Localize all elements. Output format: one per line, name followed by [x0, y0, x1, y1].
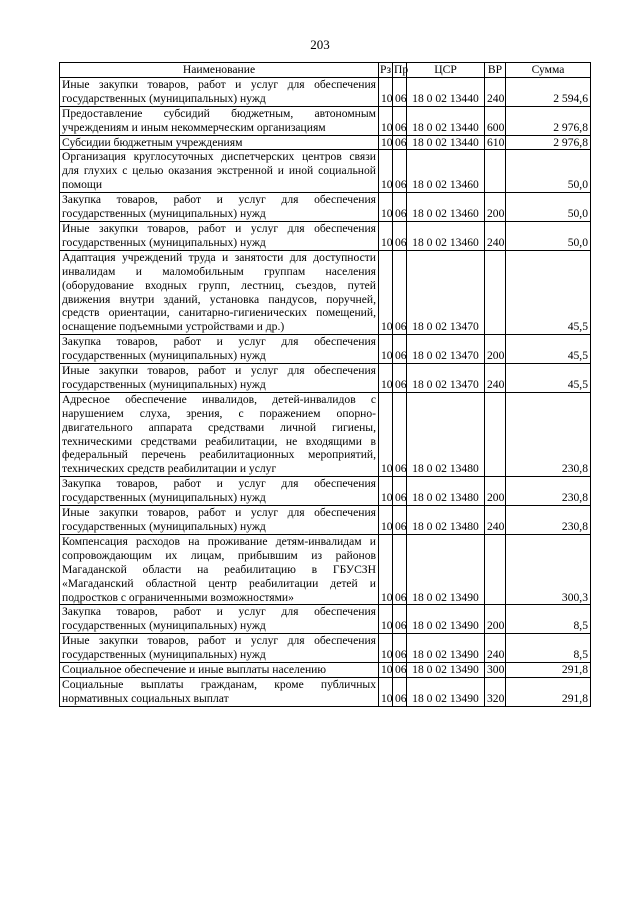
- row-pr: 06: [393, 534, 407, 605]
- row-sum: 230,8: [506, 506, 591, 535]
- budget-table: [59, 62, 591, 707]
- header-sum: Сумма: [506, 63, 591, 78]
- row-pr: 06: [393, 605, 407, 634]
- table-row: [60, 250, 591, 334]
- row-csr: 18 0 02 13490: [407, 677, 485, 706]
- row-csr: 18 0 02 13480: [407, 392, 485, 476]
- row-pr: 06: [393, 634, 407, 663]
- row-vr: [485, 534, 506, 605]
- row-csr: 18 0 02 13470: [407, 250, 485, 334]
- row-name: Иные закупки товаров, работ и услуг для обеспечения государственных (муниципальных) нужд: [60, 364, 379, 393]
- header-vr: ВР: [485, 63, 506, 78]
- row-name: Закупка товаров, работ и услуг для обеспечения государственных (муниципальных) нужд: [60, 335, 379, 364]
- row-sum: 50,0: [506, 221, 591, 250]
- row-rz: 10: [379, 106, 393, 135]
- row-rz: 10: [379, 221, 393, 250]
- table-row: [60, 364, 591, 393]
- row-name: Закупка товаров, работ и услуг для обеспечения государственных (муниципальных) нужд: [60, 193, 379, 222]
- row-csr: 18 0 02 13440: [407, 106, 485, 135]
- row-csr: 18 0 02 13440: [407, 77, 485, 106]
- row-vr: 240: [485, 221, 506, 250]
- row-sum: 50,0: [506, 150, 591, 193]
- table-row: [60, 392, 591, 476]
- row-sum: 291,8: [506, 677, 591, 706]
- row-csr: 18 0 02 13460: [407, 150, 485, 193]
- row-name: Адресное обеспечение инвалидов, детей-инвалидов с нарушением слуха, зрения, с поражением опорно-двигательного аппарата средствами личной гигиены, техническими средствами реабилитации, не входящими в федеральный перечень реабилитационных мероприятий, технических средств реабилитации и услуг: [60, 392, 379, 476]
- row-vr: 200: [485, 477, 506, 506]
- row-pr: 06: [393, 477, 407, 506]
- row-pr: 06: [393, 335, 407, 364]
- row-sum: 230,8: [506, 392, 591, 476]
- row-name: Предоставление субсидий бюджетным, автономным учреждениям и иным некоммерческим организациям: [60, 106, 379, 135]
- row-sum: 291,8: [506, 663, 591, 678]
- header-rz: Рз: [380, 63, 392, 76]
- row-vr: 300: [485, 663, 506, 678]
- row-rz: 10: [379, 392, 393, 476]
- row-pr: 06: [393, 663, 407, 678]
- row-name: Закупка товаров, работ и услуг для обеспечения государственных (муниципальных) нужд: [60, 477, 379, 506]
- row-name: Субсидии бюджетным учреждениям: [60, 135, 379, 150]
- row-csr: 18 0 02 13470: [407, 364, 485, 393]
- table-row: [60, 193, 591, 222]
- row-pr: 06: [393, 364, 407, 393]
- row-rz: 10: [379, 335, 393, 364]
- row-csr: 18 0 02 13490: [407, 605, 485, 634]
- row-csr: 18 0 02 13440: [407, 135, 485, 150]
- row-rz: 10: [379, 77, 393, 106]
- table-header-row: [60, 63, 591, 78]
- row-sum: 8,5: [506, 605, 591, 634]
- row-vr: 200: [485, 335, 506, 364]
- row-sum: 2 594,6: [506, 77, 591, 106]
- row-name: Иные закупки товаров, работ и услуг для обеспечения государственных (муниципальных) нужд: [60, 77, 379, 106]
- row-name: Иные закупки товаров, работ и услуг для обеспечения государственных (муниципальных) нужд: [60, 634, 379, 663]
- row-sum: 230,8: [506, 477, 591, 506]
- page-number: 203: [310, 37, 330, 52]
- table-row: [60, 135, 591, 150]
- row-pr: 06: [393, 77, 407, 106]
- row-pr: 06: [393, 106, 407, 135]
- row-sum: 300,3: [506, 534, 591, 605]
- row-rz: 10: [379, 534, 393, 605]
- row-sum: 2 976,8: [506, 135, 591, 150]
- table-row: [60, 506, 591, 535]
- table-row: [60, 677, 591, 706]
- row-pr: 06: [393, 250, 407, 334]
- header-csr: ЦСР: [407, 63, 485, 78]
- row-sum: 45,5: [506, 364, 591, 393]
- row-rz: 10: [379, 364, 393, 393]
- row-csr: 18 0 02 13490: [407, 663, 485, 678]
- row-rz: 10: [379, 250, 393, 334]
- row-pr: 06: [393, 135, 407, 150]
- row-csr: 18 0 02 13490: [407, 534, 485, 605]
- row-vr: 240: [485, 77, 506, 106]
- row-pr: 06: [393, 506, 407, 535]
- row-sum: 45,5: [506, 335, 591, 364]
- row-pr: 06: [393, 677, 407, 706]
- row-csr: 18 0 02 13480: [407, 477, 485, 506]
- table-row: [60, 221, 591, 250]
- row-sum: 2 976,8: [506, 106, 591, 135]
- row-rz: 10: [379, 135, 393, 150]
- row-name: Адаптация учреждений труда и занятости для доступности инвалидам и маломобильным группам населения (оборудование входных групп, лестниц, съездов, путей движения внутри зданий, установка пандусов, поручней, средств ориентации, санитарно-гигиенических помещений, оснащение подъемными устройствами и др.): [60, 250, 379, 334]
- row-rz: 10: [379, 193, 393, 222]
- row-csr: 18 0 02 13460: [407, 193, 485, 222]
- row-vr: 200: [485, 193, 506, 222]
- row-name: Компенсация расходов на проживание детям-инвалидам и сопровождающим их лицам, прибывшим из районов Магаданской области на реабилитацию в ГБУСЗН «Магаданский областной центр реабилитации детей и подростков с ограниченными возможностями»: [60, 534, 379, 605]
- row-vr: [485, 250, 506, 334]
- row-rz: 10: [379, 477, 393, 506]
- row-name: Иные закупки товаров, работ и услуг для обеспечения государственных (муниципальных) нужд: [60, 506, 379, 535]
- row-pr: 06: [393, 221, 407, 250]
- row-rz: 10: [379, 663, 393, 678]
- header-name: Наименование: [60, 63, 379, 78]
- row-csr: 18 0 02 13470: [407, 335, 485, 364]
- row-vr: 240: [485, 364, 506, 393]
- row-vr: [485, 392, 506, 476]
- row-vr: 600: [485, 106, 506, 135]
- row-rz: 10: [379, 506, 393, 535]
- header-pr: Пр: [394, 63, 409, 76]
- row-csr: 18 0 02 13490: [407, 634, 485, 663]
- row-sum: 45,5: [506, 250, 591, 334]
- table-row: [60, 335, 591, 364]
- row-vr: 240: [485, 506, 506, 535]
- row-pr: 06: [393, 392, 407, 476]
- row-vr: 240: [485, 634, 506, 663]
- row-rz: 10: [379, 677, 393, 706]
- row-rz: 10: [379, 605, 393, 634]
- row-sum: 50,0: [506, 193, 591, 222]
- row-vr: 610: [485, 135, 506, 150]
- row-name: Социальные выплаты гражданам, кроме публичных нормативных социальных выплат: [60, 677, 379, 706]
- row-name: Иные закупки товаров, работ и услуг для обеспечения государственных (муниципальных) нужд: [60, 221, 379, 250]
- table-row: [60, 77, 591, 106]
- table-row: [60, 150, 591, 193]
- table-row: [60, 534, 591, 605]
- table-row: [60, 106, 591, 135]
- row-pr: 06: [393, 193, 407, 222]
- table-row: [60, 605, 591, 634]
- row-name: Социальное обеспечение и иные выплаты населению: [60, 663, 379, 678]
- row-name: Закупка товаров, работ и услуг для обеспечения государственных (муниципальных) нужд: [60, 605, 379, 634]
- row-name: Организация круглосуточных диспетчерских центров связи для глухих с целью оказания экстренной и иной социальной помощи: [60, 150, 379, 193]
- table-row: [60, 477, 591, 506]
- table-row: [60, 663, 591, 678]
- table-row: [60, 634, 591, 663]
- row-vr: 200: [485, 605, 506, 634]
- row-vr: 320: [485, 677, 506, 706]
- row-sum: 8,5: [506, 634, 591, 663]
- row-csr: 18 0 02 13460: [407, 221, 485, 250]
- row-vr: [485, 150, 506, 193]
- row-pr: 06: [393, 150, 407, 193]
- row-rz: 10: [379, 150, 393, 193]
- row-csr: 18 0 02 13480: [407, 506, 485, 535]
- row-rz: 10: [379, 634, 393, 663]
